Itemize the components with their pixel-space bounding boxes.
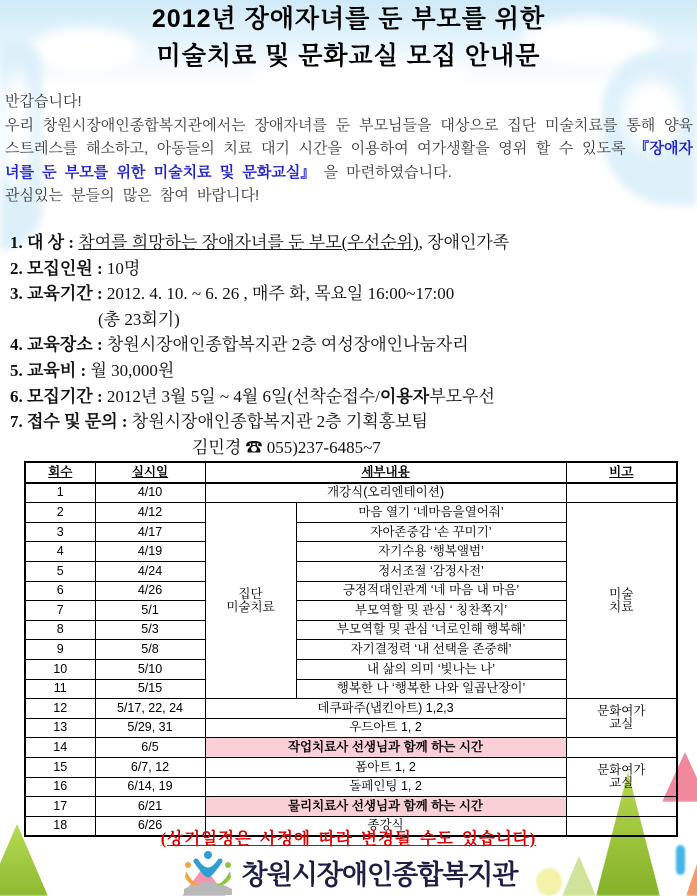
table-row: 11 5/15 행복한 나 ‘행복한 나와 일곱난장이’ (25, 679, 677, 699)
detail-item-fee: 5. 교육비 : 월 30,000원 (10, 360, 175, 380)
welfare-center-logo-icon (180, 849, 236, 895)
intro-body: 우리 창원시장애인종합복지관에서는 장애자녀를 둔 부모님들을 대상으로 집단 미술치료를 통해 양육 스트레스를 해소하고, 아동들의 치료 대기 시간을 이용하여 여가생활을 영위 할 수 있도록 (5, 116, 693, 157)
table-row: 18 6/26 종강식 (25, 816, 677, 836)
header-date: 실시일 (95, 462, 205, 483)
header-content: 세부내용 (205, 462, 566, 483)
detail-item-period: 3. 교육기간 : 2012. 4. 10. ~ 6. 26 , 매주 화, 목요일 16:00~17:00 (10, 284, 455, 304)
table-row: 16 6/14, 19 돌페인팅 1, 2 (25, 777, 677, 797)
detail-item-target: 1. 대 상 : 참여를 희망하는 장애자녀를 둔 부모(우선순위), 장애인가족 (10, 233, 510, 252)
table-row: 5 4/24 정서조절 ‘감정사전’ (25, 561, 677, 581)
table-row: 7 5/1 부모역할 및 관심 ‘ 칭찬쪽지’ (25, 601, 677, 621)
detail-item-period-line2: (총 23회기) (98, 309, 180, 329)
intro-highlight: 『장애자녀를 둔 부모를 위한 미술치료 및 문화교실』 (5, 140, 693, 181)
table-row: 15 6/7, 12 폼아트 1, 2 문화여가 교실 (25, 757, 677, 777)
details-list (10, 230, 697, 460)
highlighted-cell: 물리치료사 선생님과 함께 하는 시간 (205, 797, 566, 817)
table-row: 1 4/10 개강식(오리엔테이션) (25, 483, 677, 503)
page-title (0, 1, 697, 75)
table-row: 14 6/5 작업치료사 선생님과 함께 하는 시간 (25, 738, 677, 758)
header-session: 회수 (25, 462, 95, 483)
table-row: 17 6/21 물리치료사 선생님과 함께 하는 시간 (25, 797, 677, 817)
title-line-1: 2012년 장애자녀를 둔 부모를 위한 (151, 5, 546, 33)
table-row: 4 4/19 자기수용 ‘행복앨범’ (25, 542, 677, 562)
header-note: 비고 (566, 462, 677, 483)
group-label-cell: 집단 미술치료 (205, 503, 296, 699)
note-art-cell: 미술 치료 (566, 503, 677, 699)
detail-item-capacity: 2. 모집인원 : 10명 (10, 258, 141, 278)
table-row: 6 4/26 긍정적대인관계 ‘네 마음 내 마음’ (25, 581, 677, 601)
organization-name: 창원시장애인종합복지관 (241, 859, 518, 890)
intro-body-after: 을 마련하였습니다. (315, 163, 452, 181)
schedule-change-note: (상기일정은 사정에 따라 변경될 수도 있습니다) (160, 829, 537, 848)
organization-logo (0, 849, 697, 895)
intro-paragraph (5, 90, 693, 208)
table-row: 8 5/3 부모역할 및 관심 ‘너로인해 행복해’ (25, 620, 677, 640)
table-row: 13 5/29, 31 우드아트 1, 2 (25, 718, 677, 738)
note-culture-cell: 문화여가 교실 (566, 699, 677, 738)
table-row: 10 5/10 내 삶의 의미 ‘빛나는 나’ (25, 659, 677, 679)
note-culture-cell: 문화여가 교실 (566, 757, 677, 796)
detail-item-place: 4. 교육장소 : 창원시장애인종합복지관 2층 여성장애인나눔자리 (10, 335, 469, 355)
schedule-table (24, 461, 678, 837)
intro-greeting: 반갑습니다! (5, 93, 82, 110)
detail-item-contact: 7. 접수 및 문의 : 창원시장애인종합복지관 2층 기획홍보팀 (10, 412, 428, 432)
table-row: 12 5/17, 22, 24 데쿠파주(냅킨아트) 1,2,3 문화여가 교실 (25, 699, 677, 719)
table-row: 9 5/8 자기결정력 ‘내 선택을 존중해’ (25, 640, 677, 660)
table-header-row (25, 462, 677, 483)
detail-item-contact-line2: 김민경 ☎ 055)237-6485~7 (192, 437, 381, 457)
detail-item-recruit: 6. 모집기간 : 2012년 3월 5일 ~ 4월 6일(선착순접수/이용자부모우선 (10, 386, 495, 406)
highlighted-cell: 작업치료사 선생님과 함께 하는 시간 (205, 738, 566, 758)
title-line-2: 미술치료 및 문화교실 모집 안내문 (156, 42, 541, 70)
table-row: 3 4/17 자아존중감 ‘손 꾸미기’ (25, 522, 677, 542)
table-row: 2 4/12 집단 미술치료 마음 열기 ‘네마음을열어줘’ 미술 치료 (25, 503, 677, 523)
intro-closing: 관심있는 분들의 많은 참여 바랍니다! (5, 187, 260, 204)
